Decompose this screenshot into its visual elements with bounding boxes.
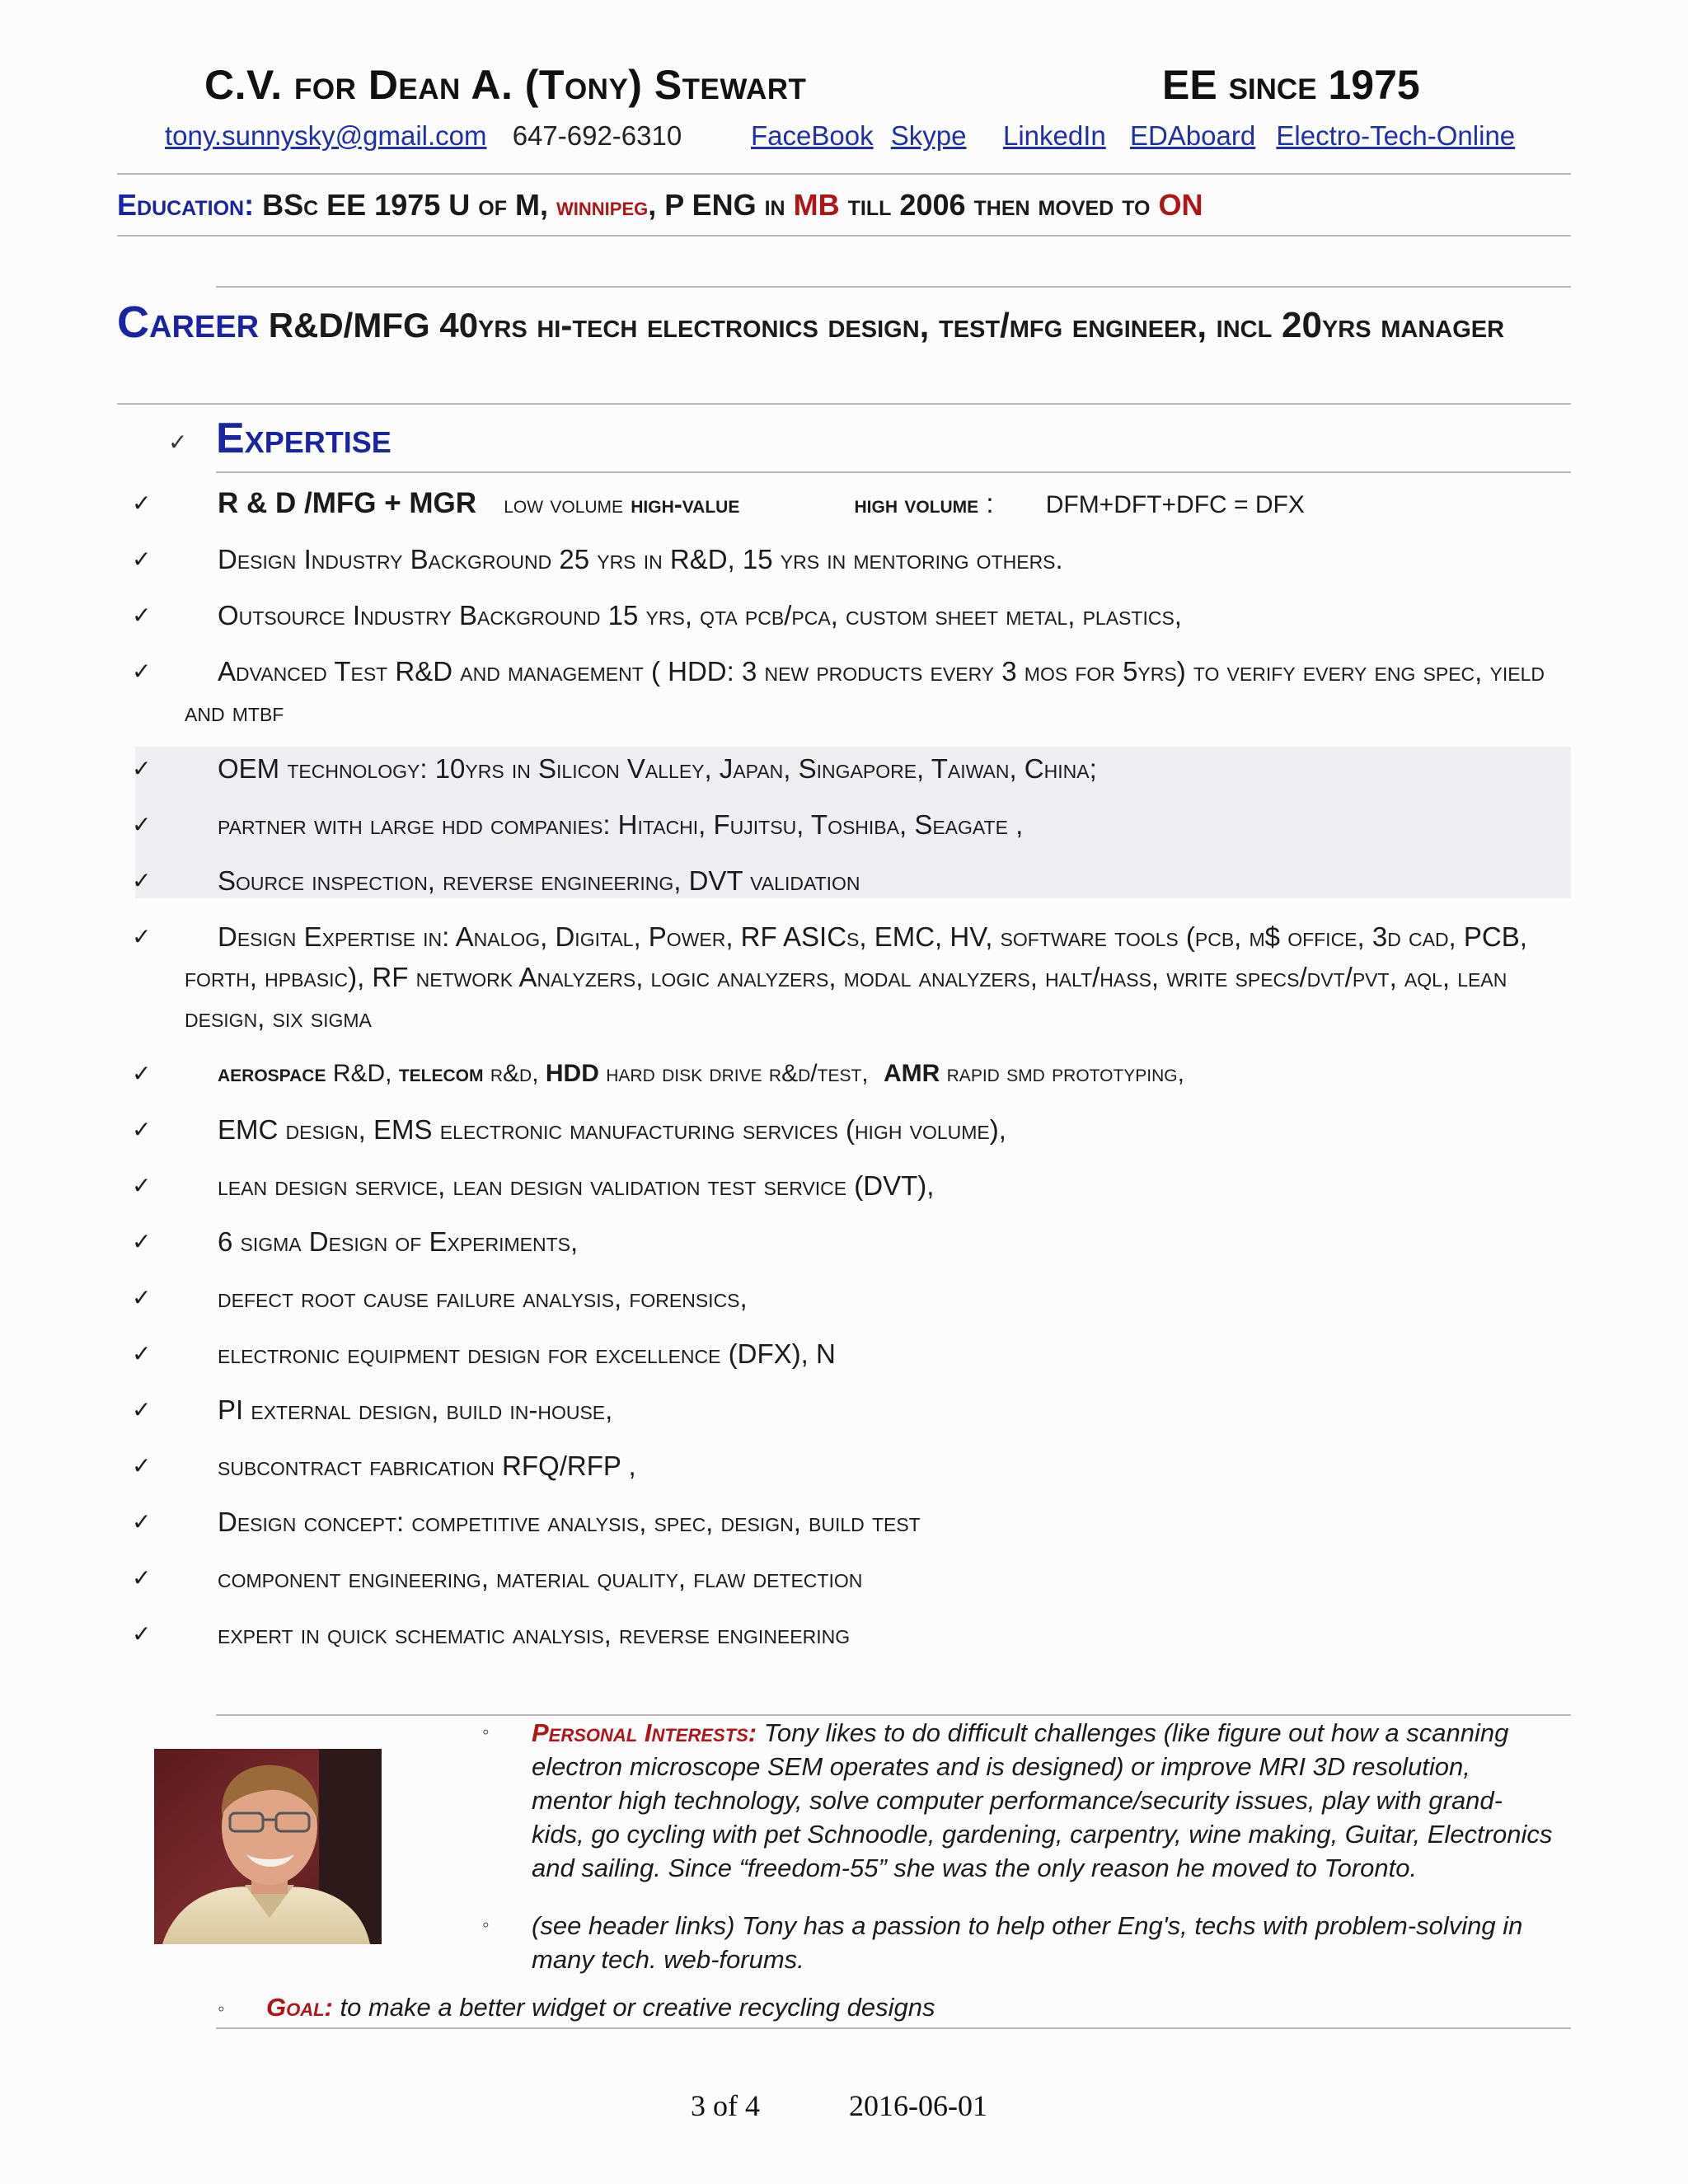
divider	[216, 2027, 1571, 2029]
goal-label: Goal:	[266, 1993, 333, 2022]
list-item-text: EMC design, EMS electronic manufacturing services (high volume),	[218, 1114, 1006, 1145]
check-icon: ✓	[132, 1621, 152, 1647]
electro-tech-online-link[interactable]: Electro-Tech-Online	[1276, 120, 1516, 151]
education-degree: BSc EE 1975 U of M,	[262, 188, 548, 222]
check-icon: ✓	[132, 1509, 152, 1535]
social-links	[751, 120, 966, 152]
list-item	[132, 483, 1582, 525]
list-item	[132, 1614, 1582, 1654]
goal-line	[266, 1993, 935, 2022]
list-item-text: Design Industry Background 25 yrs in R&D, 15 yrs in mentoring others.	[218, 544, 1063, 574]
list-item	[132, 1558, 1582, 1598]
education-peng: , P ENG in	[648, 188, 785, 222]
list-item-text: aerospace R&D, telecom r&d, HDD hard disk drive r&d/test, AMR rapid smd prototyping,	[218, 1060, 1184, 1087]
list-item	[132, 1053, 1582, 1094]
check-icon: ✓	[132, 1565, 152, 1591]
forum-links	[1003, 120, 1515, 152]
list-item-text: 6 sigma Design of Experiments,	[218, 1226, 579, 1257]
education-line	[117, 188, 1203, 223]
list-item-text: Design Expertise in: Analog, Digital, Power, RF ASICs, EMC, HV, software tools (pcb, m$ office, 3d cad, PCB, forth, hpbasic), RF network Analyzers, logic analyzers, modal analyzers, halt/hass, write specs/dvt/pvt, aql, lean design, six sigma	[185, 921, 1527, 1033]
divider	[117, 403, 1571, 405]
contact-line	[165, 120, 682, 152]
list-item-text: OEM technology: 10yrs in Silicon Valley, Japan, Singapore, Taiwan, China;	[218, 753, 1097, 784]
education-city: winnipeg	[556, 191, 649, 221]
list-item-text: Advanced Test R&D and management ( HDD: 3 new products every 3 mos for 5yrs) to verify every eng spec, yield and mtbf	[185, 656, 1545, 727]
divider	[216, 286, 1571, 288]
check-icon: ✓	[132, 924, 152, 949]
check-icon: ✓	[132, 546, 152, 572]
bullet-icon: ◦	[218, 1998, 225, 2020]
education-label: Education:	[117, 188, 255, 222]
divider	[117, 235, 1571, 237]
list-item	[132, 651, 1582, 732]
check-icon: ✓	[132, 756, 152, 781]
list-item	[132, 1165, 1582, 1206]
phone-number: 647-692-6310	[512, 120, 682, 151]
personal-interests	[532, 1716, 1554, 1885]
list-item	[132, 1390, 1582, 1430]
check-icon: ✓	[132, 1285, 152, 1310]
profile-photo	[154, 1749, 382, 1944]
check-icon: ✓	[132, 868, 152, 893]
list-item-text: component engineering, material quality, flaw detection	[218, 1563, 863, 1593]
check-icon: ✓	[168, 429, 188, 455]
divider	[216, 471, 1571, 473]
forums-text: (see header links) Tony has a passion to help other Eng's, techs with problem-solving in many tech. web-forums.	[532, 1911, 1523, 1974]
education-province: MB	[793, 188, 840, 222]
document-date: 2016-06-01	[849, 2089, 987, 2122]
list-item	[132, 860, 1582, 901]
list-item-text: defect root cause failure analysis, forensics,	[218, 1282, 748, 1313]
career-heading	[117, 297, 1584, 351]
check-icon: ✓	[132, 602, 152, 628]
list-item-text: Design concept: competitive analysis, spec, design, build test	[218, 1507, 921, 1537]
check-icon: ✓	[132, 1117, 152, 1142]
list-item	[132, 1502, 1582, 1542]
career-desc: yrs hi-tech electronics design, test/mfg engineer, incl	[478, 306, 1273, 344]
career-years: 20	[1282, 305, 1322, 345]
check-icon: ✓	[132, 1229, 152, 1254]
education-moved: till 2006 then moved to	[847, 188, 1151, 222]
list-item	[132, 916, 1582, 1038]
personal-interests-label: Personal Interests:	[532, 1718, 757, 1747]
list-item-text: lean design service, lean design validation test service (DVT),	[218, 1170, 935, 1201]
list-item-text: partner with large hdd companies: Hitachi, Fujitsu, Toshiba, Seagate ,	[218, 809, 1024, 840]
edaboard-link[interactable]: EDAboard	[1129, 120, 1256, 151]
ee-since-title: EE since 1975	[1162, 62, 1420, 108]
linkedin-link[interactable]: LinkedIn	[1003, 120, 1106, 151]
career-manager: yrs manager	[1321, 306, 1505, 344]
list-item	[132, 748, 1582, 789]
facebook-link[interactable]: FaceBook	[751, 120, 874, 151]
career-label: Career	[117, 298, 260, 347]
check-icon: ✓	[132, 1173, 152, 1198]
list-item	[132, 1333, 1582, 1374]
bullet-icon: ◦	[482, 1914, 490, 1936]
education-province-on: ON	[1158, 188, 1203, 222]
list-item	[132, 595, 1582, 635]
expertise-heading: Expertise	[216, 415, 392, 462]
check-icon: ✓	[132, 490, 152, 516]
check-icon: ✓	[132, 812, 152, 837]
skype-link[interactable]: Skype	[890, 120, 967, 151]
career-rd: R&D/MFG 40	[268, 306, 479, 344]
list-item	[132, 539, 1582, 579]
bullet-icon: ◦	[482, 1721, 490, 1743]
list-item-text: R & D /MFG + MGR low volume high-value high volume : DFM+DFT+DFC = DFX	[218, 487, 1305, 519]
list-item-text: electronic equipment design for excellence (DFX), N	[218, 1338, 836, 1369]
email-link[interactable]: tony.sunnysky@gmail.com	[165, 120, 487, 151]
list-item	[132, 1446, 1582, 1486]
list-item-text: subcontract fabrication RFQ/RFP ,	[218, 1451, 636, 1481]
personal-interests-text: Tony likes to do difficult challenges (like figure out how a scanning electron microscope SEM operates and is designed) or improve MRI 3D resolution, mentor high technology, solve computer performance/security issues, play with grand-kids, go cycling with pet Schnoodle, gardening, carpentry, wine making, Guitar, Electronics and sailing. Since “freedom-55” she was the only reason he moved to Toronto.	[532, 1718, 1553, 1882]
check-icon: ✓	[132, 1061, 152, 1086]
list-item-text: PI external design, build in-house,	[218, 1394, 613, 1425]
check-icon: ✓	[132, 1453, 152, 1479]
list-item-text: Source inspection, reverse engineering, DVT validation	[218, 865, 860, 896]
list-item-text: Outsource Industry Background 15 yrs, qta pcb/pca, custom sheet metal, plastics,	[218, 600, 1182, 630]
check-icon: ✓	[132, 658, 152, 684]
check-icon: ✓	[132, 1397, 152, 1422]
divider	[117, 173, 1571, 175]
cv-title: C.V. for Dean A. (Tony) Stewart	[204, 62, 807, 108]
list-item-text: expert in quick schematic analysis, reverse engineering	[218, 1619, 851, 1649]
list-item	[132, 1109, 1582, 1150]
list-item	[132, 1277, 1582, 1318]
goal-text: to make a better widget or creative recycling designs	[340, 1993, 935, 2022]
list-item	[132, 804, 1582, 845]
page-number: 3 of 4	[691, 2089, 760, 2122]
list-item	[132, 1221, 1582, 1262]
check-icon: ✓	[132, 1341, 152, 1366]
